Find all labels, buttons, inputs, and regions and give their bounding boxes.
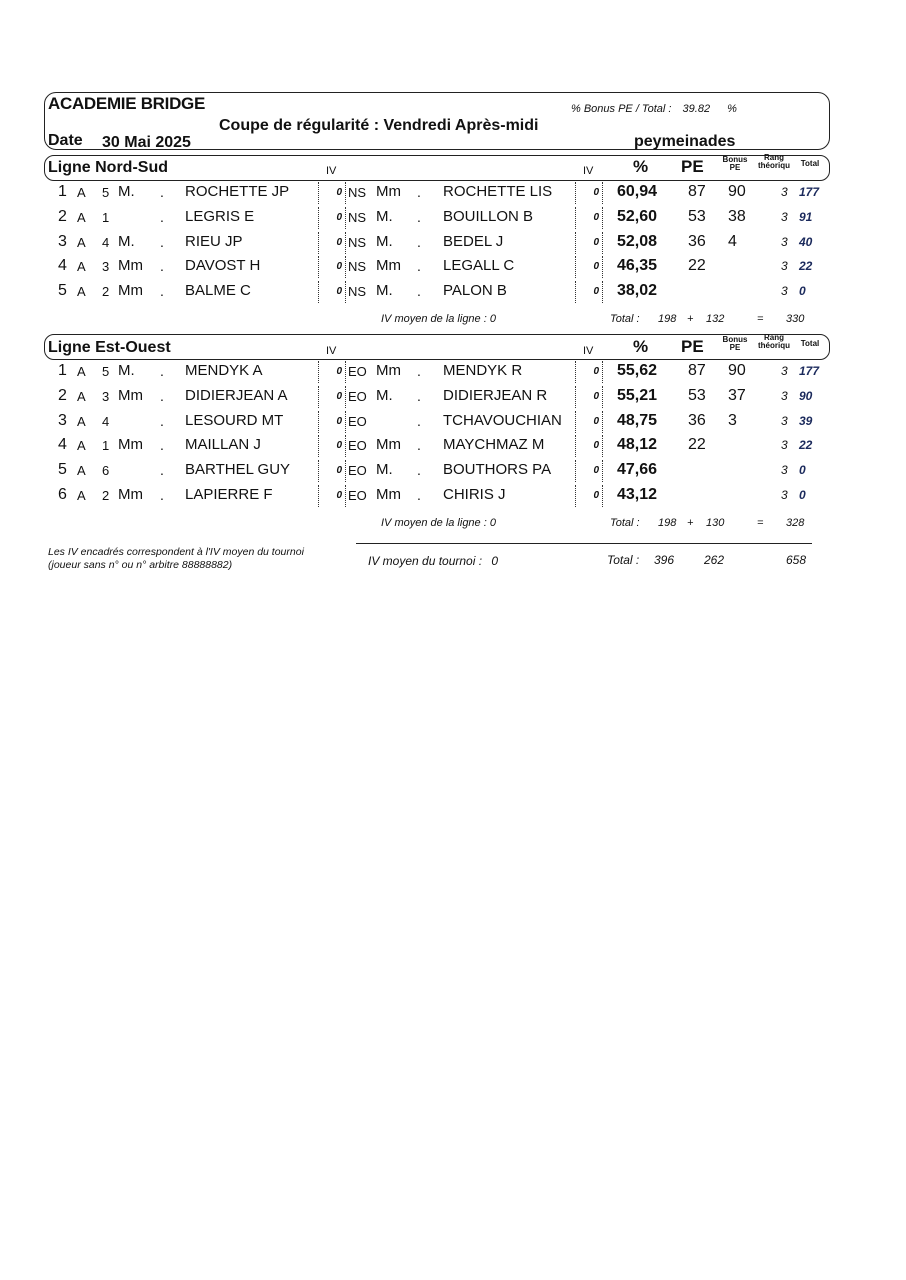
cell-dir: NS <box>348 210 367 225</box>
eo-iv-moyen: IV moyen de la ligne : 0 <box>381 517 496 529</box>
cell-section: A <box>77 488 86 503</box>
cell-section: A <box>77 185 86 200</box>
cell-civ2: M. <box>376 282 393 299</box>
result-row <box>0 434 906 458</box>
iv-box <box>575 435 603 457</box>
cell-civ2: M. <box>376 387 393 404</box>
separator-dot: . <box>160 283 164 299</box>
cell-total: 0 <box>799 488 806 502</box>
eo-col-iv2: IV <box>583 345 594 357</box>
cell-dir: EO <box>348 488 367 503</box>
iv-value: 0 <box>336 440 342 451</box>
cell-total: 22 <box>799 259 813 273</box>
cell-dir: EO <box>348 389 367 404</box>
organizer-name: peymeinades <box>634 133 736 150</box>
iv-value: 0 <box>593 212 599 223</box>
cell-table: 1 <box>102 210 110 225</box>
result-row <box>0 280 906 304</box>
cell-name1: LEGRIS E <box>185 208 255 225</box>
cell-civ1: M. <box>118 233 135 250</box>
iv-box <box>575 411 603 433</box>
cell-rank: 1 <box>58 183 67 200</box>
cell-civ1: Mm <box>118 282 143 299</box>
iv-box <box>318 256 346 278</box>
cell-table: 2 <box>102 488 110 503</box>
cell-pct: 52,60 <box>617 208 658 225</box>
cell-name2: MENDYK R <box>443 362 523 379</box>
cell-rank: 4 <box>58 436 67 453</box>
cell-civ2: M. <box>376 461 393 478</box>
result-row <box>0 255 906 279</box>
cell-total: 0 <box>799 463 806 477</box>
iv-value: 0 <box>593 187 599 198</box>
cell-dir: NS <box>348 235 367 250</box>
result-row <box>0 181 906 205</box>
iv-box <box>575 182 603 204</box>
iv-box <box>318 232 346 254</box>
cell-name1: BALME C <box>185 282 251 299</box>
separator-dot: . <box>417 363 421 379</box>
eo-total-pe: 198 <box>658 517 677 529</box>
iv-box <box>318 485 346 507</box>
cell-name1: LAPIERRE F <box>185 486 273 503</box>
cell-bonus: 37 <box>728 387 746 404</box>
cell-pe: 87 <box>688 362 706 379</box>
ns-col-iv2: IV <box>583 165 594 177</box>
ns-total-sum: 330 <box>786 313 805 325</box>
eo-col-rang: Rang théoriqu <box>758 333 790 350</box>
separator-dot: . <box>417 437 421 453</box>
separator-dot: . <box>160 258 164 274</box>
cell-rank: 1 <box>58 362 67 379</box>
cell-name1: DIDIERJEAN A <box>185 387 288 404</box>
eo-plus: + <box>687 517 694 529</box>
cell-section: A <box>77 284 86 299</box>
result-row <box>0 459 906 483</box>
cell-name2: LEGALL C <box>443 257 515 274</box>
cell-name1: RIEU JP <box>185 233 243 250</box>
iv-value: 0 <box>593 465 599 476</box>
cell-name2: TCHAVOUCHIAN <box>443 412 562 429</box>
iv-value: 0 <box>336 490 342 501</box>
cell-dir: NS <box>348 259 367 274</box>
bonus-label: % Bonus PE / Total : <box>571 103 672 115</box>
iv-box <box>318 435 346 457</box>
cell-rang: 3 <box>781 414 788 428</box>
cell-bonus: 38 <box>728 208 746 225</box>
ns-total-label: Total : <box>610 313 640 325</box>
cell-table: 3 <box>102 259 110 274</box>
cell-pe: 53 <box>688 387 706 404</box>
cell-name2: BOUTHORS PA <box>443 461 552 478</box>
separator-dot: . <box>417 184 421 200</box>
result-row <box>0 410 906 434</box>
cell-total: 39 <box>799 414 813 428</box>
cell-pct: 47,66 <box>617 461 658 478</box>
cell-name2: BOUILLON B <box>443 208 534 225</box>
tournament-total-pe: 396 <box>654 553 675 567</box>
cell-civ2: Mm <box>376 486 401 503</box>
cell-rang: 3 <box>781 284 788 298</box>
cell-pe: 36 <box>688 233 706 250</box>
iv-box <box>575 460 603 482</box>
cell-pct: 48,12 <box>617 436 658 453</box>
ns-iv-moyen: IV moyen de la ligne : 0 <box>381 313 496 325</box>
cell-civ1: Mm <box>118 436 143 453</box>
footer-note: Les IV encadrés correspondent à l'IV moyen du tournoi (joueur sans n° ou n° arbitre 88888882) <box>48 546 304 571</box>
cell-pct: 38,02 <box>617 282 658 299</box>
cell-section: A <box>77 259 86 274</box>
cell-name1: LESOURD MT <box>185 412 284 429</box>
eo-col-pe: PE <box>681 337 704 356</box>
iv-box <box>575 281 603 303</box>
cell-dir: EO <box>348 364 367 379</box>
bonus-percentage <box>571 103 741 115</box>
ns-total-pe: 198 <box>658 313 677 325</box>
cell-dir: NS <box>348 284 367 299</box>
cell-name1: MAILLAN J <box>185 436 261 453</box>
ns-col-rang: Rang théoriqu <box>758 153 790 170</box>
cell-rang: 3 <box>781 210 788 224</box>
separator-dot: . <box>160 184 164 200</box>
cell-civ1: M. <box>118 362 135 379</box>
result-row <box>0 206 906 230</box>
cell-name1: MENDYK A <box>185 362 263 379</box>
cell-section: A <box>77 235 86 250</box>
iv-box <box>575 485 603 507</box>
cell-pe: 22 <box>688 257 706 274</box>
cell-rank: 5 <box>58 282 67 299</box>
iv-box <box>318 281 346 303</box>
cell-table: 4 <box>102 235 110 250</box>
iv-value: 0 <box>593 490 599 501</box>
iv-value: 0 <box>336 212 342 223</box>
ns-plus: + <box>687 313 694 325</box>
date-label: Date <box>48 132 83 149</box>
ns-col-pe: PE <box>681 157 704 176</box>
cell-total: 0 <box>799 284 806 298</box>
cell-bonus: 4 <box>728 233 737 250</box>
cell-table: 4 <box>102 414 110 429</box>
cell-name2: PALON B <box>443 282 507 299</box>
result-row <box>0 360 906 384</box>
cell-pe: 36 <box>688 412 706 429</box>
bonus-unit: % <box>727 103 737 115</box>
iv-box <box>575 232 603 254</box>
cell-rang: 3 <box>781 364 788 378</box>
separator-dot: . <box>417 388 421 404</box>
iv-box <box>575 361 603 383</box>
cell-table: 6 <box>102 463 110 478</box>
cell-name2: CHIRIS J <box>443 486 506 503</box>
separator-dot: . <box>160 462 164 478</box>
separator-dot: . <box>417 413 421 429</box>
ns-equals: = <box>757 313 764 325</box>
separator-dot: . <box>417 283 421 299</box>
iv-box <box>575 207 603 229</box>
cell-total: 90 <box>799 389 813 403</box>
cell-name2: ROCHETTE LIS <box>443 183 553 200</box>
eo-equals: = <box>757 517 764 529</box>
tournament-iv-moyen: IV moyen du tournoi : 0 <box>368 554 499 568</box>
iv-box <box>318 182 346 204</box>
iv-value: 0 <box>336 286 342 297</box>
cell-civ1: M. <box>118 183 135 200</box>
cell-rank: 2 <box>58 208 67 225</box>
tournament-title: Coupe de régularité : Vendredi Après-midi <box>219 117 539 134</box>
cell-name1: ROCHETTE JP <box>185 183 290 200</box>
cell-bonus: 90 <box>728 183 746 200</box>
cell-name2: MAYCHMAZ M <box>443 436 545 453</box>
iv-box <box>318 411 346 433</box>
ns-section-title: Ligne Nord-Sud <box>48 159 168 176</box>
cell-section: A <box>77 438 86 453</box>
cell-total: 177 <box>799 185 820 199</box>
tournament-total-bonus: 262 <box>704 553 725 567</box>
cell-pct: 48,75 <box>617 412 658 429</box>
cell-civ2: Mm <box>376 436 401 453</box>
club-name: ACADEMIE BRIDGE <box>48 94 206 113</box>
cell-table: 3 <box>102 389 110 404</box>
cell-dir: EO <box>348 463 367 478</box>
cell-civ2: Mm <box>376 183 401 200</box>
cell-civ2: M. <box>376 208 393 225</box>
cell-dir: EO <box>348 414 367 429</box>
cell-pe: 22 <box>688 436 706 453</box>
ns-col-pct: % <box>633 157 649 176</box>
iv-box <box>575 256 603 278</box>
tournament-total-label: Total : <box>607 553 640 567</box>
ns-col-bonus: Bonus PE <box>722 155 748 172</box>
cell-section: A <box>77 414 86 429</box>
eo-col-total: Total <box>800 339 820 348</box>
eo-section-title: Ligne Est-Ouest <box>48 339 171 356</box>
separator-dot: . <box>160 363 164 379</box>
iv-box <box>575 386 603 408</box>
separator-dot: . <box>160 413 164 429</box>
iv-value: 0 <box>336 366 342 377</box>
iv-value: 0 <box>593 416 599 427</box>
cell-rank: 4 <box>58 257 67 274</box>
cell-name2: DIDIERJEAN R <box>443 387 548 404</box>
cell-pct: 55,21 <box>617 387 658 404</box>
cell-section: A <box>77 389 86 404</box>
result-row <box>0 385 906 409</box>
cell-table: 5 <box>102 364 110 379</box>
separator-dot: . <box>417 462 421 478</box>
separator-dot: . <box>417 209 421 225</box>
ns-col-total: Total <box>800 159 820 168</box>
cell-rank: 3 <box>58 233 67 250</box>
separator-dot: . <box>160 209 164 225</box>
iv-value: 0 <box>593 440 599 451</box>
footer-divider <box>356 543 812 544</box>
iv-value: 0 <box>336 465 342 476</box>
cell-civ1: Mm <box>118 486 143 503</box>
cell-pct: 60,94 <box>617 183 658 200</box>
iv-value: 0 <box>593 366 599 377</box>
iv-box <box>318 460 346 482</box>
ns-total-bonus: 132 <box>706 313 725 325</box>
cell-pct: 46,35 <box>617 257 658 274</box>
cell-name1: BARTHEL GUY <box>185 461 291 478</box>
iv-value: 0 <box>336 416 342 427</box>
cell-total: 177 <box>799 364 820 378</box>
cell-section: A <box>77 463 86 478</box>
cell-rank: 3 <box>58 412 67 429</box>
cell-table: 2 <box>102 284 110 299</box>
separator-dot: . <box>417 234 421 250</box>
date-value: 30 Mai 2025 <box>102 134 191 151</box>
iv-box <box>318 207 346 229</box>
iv-value: 0 <box>593 286 599 297</box>
iv-value: 0 <box>593 261 599 272</box>
separator-dot: . <box>160 437 164 453</box>
cell-name1: DAVOST H <box>185 257 261 274</box>
separator-dot: . <box>160 487 164 503</box>
cell-rang: 3 <box>781 185 788 199</box>
cell-name2: BEDEL J <box>443 233 504 250</box>
cell-rang: 3 <box>781 463 788 477</box>
separator-dot: . <box>160 234 164 250</box>
separator-dot: . <box>417 258 421 274</box>
cell-bonus: 3 <box>728 412 737 429</box>
iv-value: 0 <box>336 237 342 248</box>
cell-civ1: Mm <box>118 387 143 404</box>
iv-box <box>318 361 346 383</box>
result-row <box>0 484 906 508</box>
cell-rang: 3 <box>781 438 788 452</box>
cell-total: 40 <box>799 235 813 249</box>
eo-col-pct: % <box>633 337 649 356</box>
cell-pct: 43,12 <box>617 486 658 503</box>
iv-value: 0 <box>593 237 599 248</box>
cell-rang: 3 <box>781 389 788 403</box>
cell-rank: 2 <box>58 387 67 404</box>
eo-total-bonus: 130 <box>706 517 725 529</box>
cell-pe: 53 <box>688 208 706 225</box>
eo-col-iv1: IV <box>326 345 337 357</box>
cell-section: A <box>77 364 86 379</box>
cell-rang: 3 <box>781 488 788 502</box>
ns-col-iv1: IV <box>326 165 337 177</box>
bonus-value: 39.82 <box>682 103 711 115</box>
cell-civ2: Mm <box>376 362 401 379</box>
iv-value: 0 <box>336 261 342 272</box>
cell-dir: NS <box>348 185 367 200</box>
cell-total: 22 <box>799 438 813 452</box>
cell-table: 5 <box>102 185 110 200</box>
cell-pct: 52,08 <box>617 233 658 250</box>
iv-box <box>318 386 346 408</box>
cell-civ1: Mm <box>118 257 143 274</box>
eo-total-label: Total : <box>610 517 640 529</box>
separator-dot: . <box>160 388 164 404</box>
cell-rang: 3 <box>781 259 788 273</box>
cell-civ2: M. <box>376 233 393 250</box>
cell-rang: 3 <box>781 235 788 249</box>
iv-value: 0 <box>336 187 342 198</box>
cell-pe: 87 <box>688 183 706 200</box>
tournament-total-sum: 658 <box>786 553 807 567</box>
cell-pct: 55,62 <box>617 362 658 379</box>
cell-dir: EO <box>348 438 367 453</box>
result-row <box>0 231 906 255</box>
cell-civ2: Mm <box>376 257 401 274</box>
cell-table: 1 <box>102 438 110 453</box>
eo-col-bonus: Bonus PE <box>722 335 748 352</box>
iv-value: 0 <box>336 391 342 402</box>
iv-value: 0 <box>593 391 599 402</box>
cell-section: A <box>77 210 86 225</box>
cell-rank: 6 <box>58 486 67 503</box>
cell-bonus: 90 <box>728 362 746 379</box>
cell-total: 91 <box>799 210 813 224</box>
cell-rank: 5 <box>58 461 67 478</box>
separator-dot: . <box>417 487 421 503</box>
eo-total-sum: 328 <box>786 517 805 529</box>
